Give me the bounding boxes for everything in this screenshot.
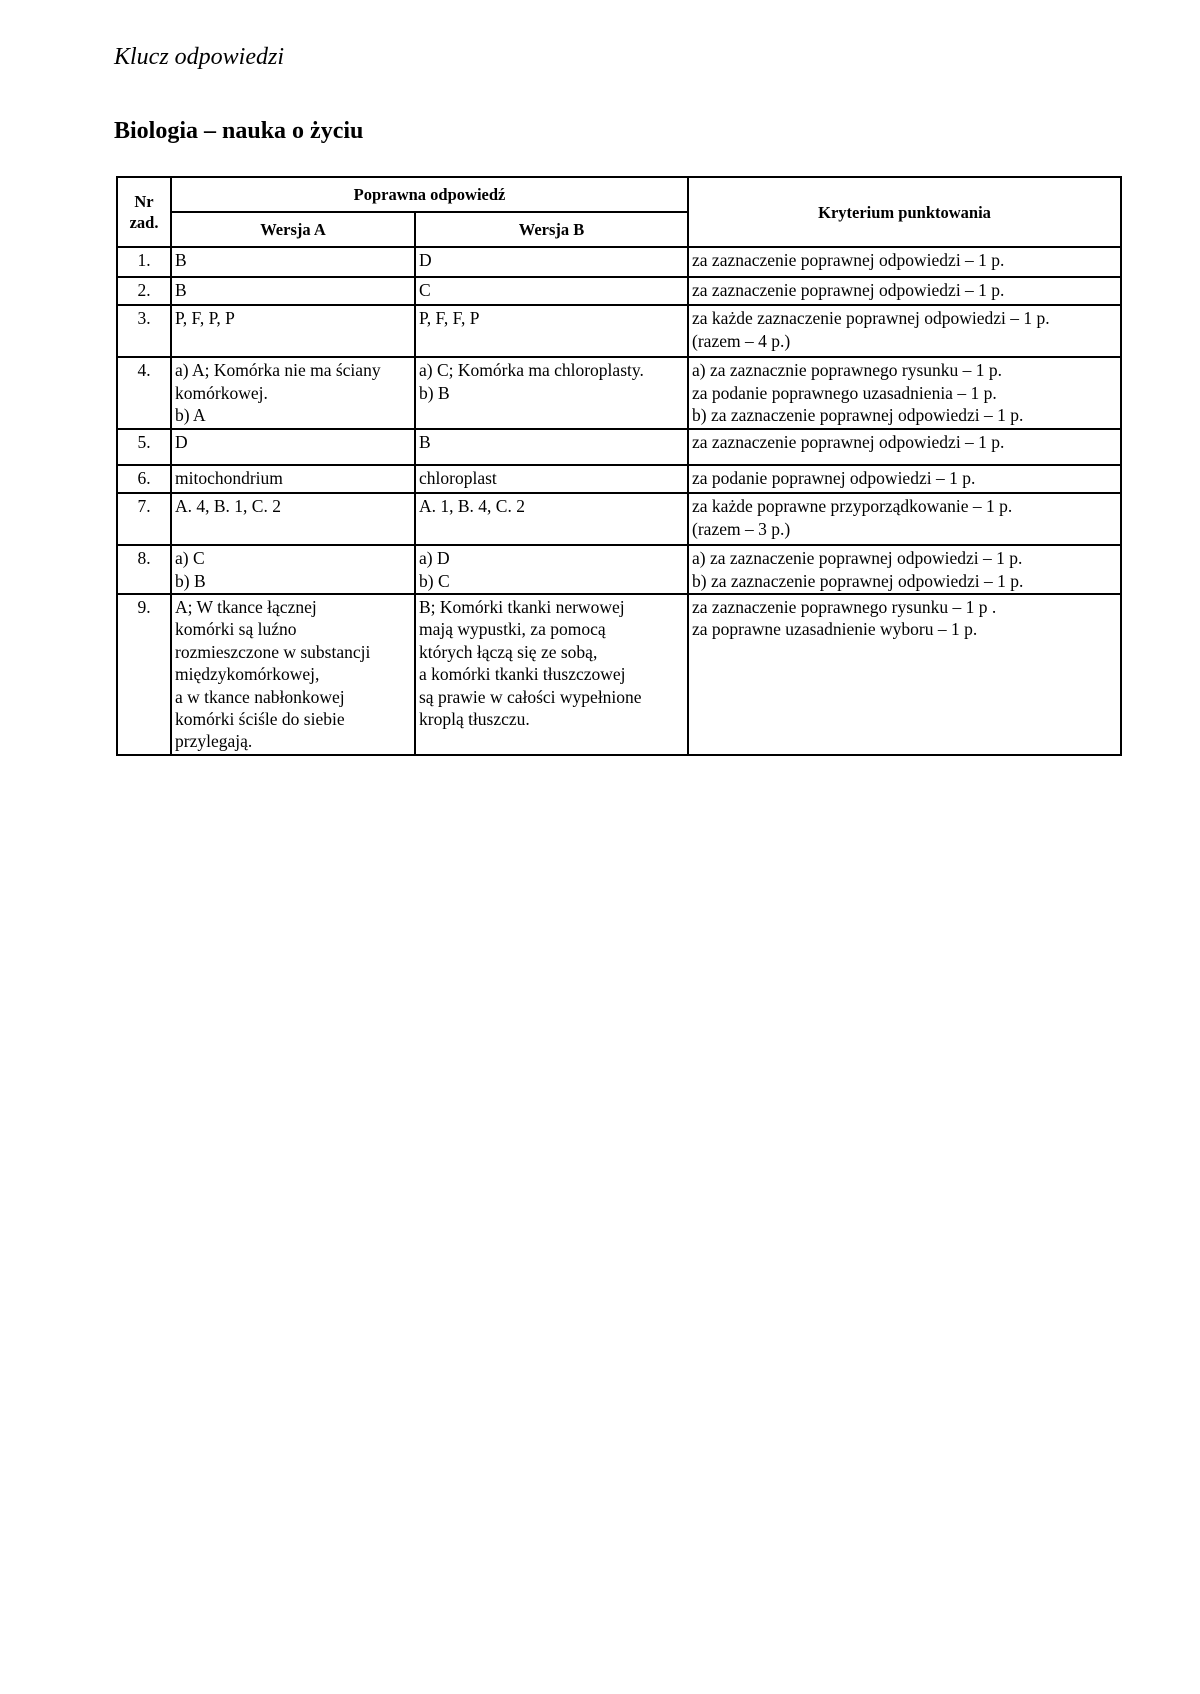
version-b-answer-cell bbox=[415, 594, 688, 755]
criterion-line: za podanie poprawnego uzasadnienia – 1 p. bbox=[692, 382, 997, 403]
version-a-answer-line: P, F, P, P bbox=[175, 308, 235, 329]
version-b-answer-line: kroplą tłuszczu. bbox=[419, 708, 530, 729]
version-b-answer-line: P, F, F, P bbox=[419, 308, 480, 329]
task-number-cell: 9. bbox=[117, 594, 171, 755]
criterion-line: za zaznaczenie poprawnej odpowiedzi – 1 p. bbox=[692, 432, 1005, 453]
criterion-cell bbox=[688, 277, 1121, 305]
version-b-answer-cell bbox=[415, 493, 688, 545]
header-version-b: Wersja B bbox=[415, 212, 688, 247]
version-b-answer-cell bbox=[415, 429, 688, 465]
criterion-cell bbox=[688, 465, 1121, 493]
version-b-answer-line: a) C; Komórka ma chloroplasty. bbox=[419, 360, 644, 381]
table-row bbox=[117, 465, 1121, 493]
document-header-label: Klucz odpowiedzi bbox=[114, 44, 285, 70]
criterion-cell bbox=[688, 305, 1121, 357]
criterion-cell bbox=[688, 493, 1121, 545]
version-a-answer-line: a) C bbox=[175, 548, 205, 569]
version-b-answer-line: C bbox=[419, 280, 431, 301]
table-row bbox=[117, 305, 1121, 357]
header-version-a: Wersja A bbox=[171, 212, 415, 247]
answer-key-table bbox=[116, 176, 1122, 756]
criterion-line: za poprawne uzasadnienie wyboru – 1 p. bbox=[692, 619, 978, 640]
header-task-number-line: Nr bbox=[134, 192, 154, 211]
table-row bbox=[117, 545, 1121, 594]
version-a-answer-cell bbox=[171, 247, 415, 277]
version-b-answer-cell bbox=[415, 277, 688, 305]
criterion-line: a) za zaznaczenie poprawnej odpowiedzi – 1 p. bbox=[692, 548, 1023, 569]
version-b-answer-line: B; Komórki tkanki nerwowej bbox=[419, 597, 625, 617]
task-number-cell: 2. bbox=[117, 277, 171, 305]
version-a-answer-cell bbox=[171, 277, 415, 305]
criterion-line: b) za zaznaczenie poprawnej odpowiedzi – 1 p. bbox=[692, 405, 1024, 425]
task-number-cell: 5. bbox=[117, 429, 171, 465]
table-row bbox=[117, 429, 1121, 465]
criterion-line: za zaznaczenie poprawnej odpowiedzi – 1 p. bbox=[692, 280, 1005, 301]
version-b-answer-line: a) D bbox=[419, 548, 450, 569]
version-a-answer-line: A; W tkance łącznej bbox=[175, 597, 317, 617]
table-row bbox=[117, 247, 1121, 277]
header-task-number-line: zad. bbox=[129, 213, 159, 233]
criterion-cell bbox=[688, 429, 1121, 465]
task-number-cell: 6. bbox=[117, 465, 171, 493]
version-b-answer-line: mają wypustki, za pomocą bbox=[419, 619, 606, 640]
table-row bbox=[117, 594, 1121, 755]
criterion-line: za podanie poprawnej odpowiedzi – 1 p. bbox=[692, 468, 976, 489]
version-a-answer-line: mitochondrium bbox=[175, 468, 283, 489]
criterion-cell bbox=[688, 594, 1121, 755]
table-row bbox=[117, 277, 1121, 305]
version-a-answer-line: b) A bbox=[175, 405, 206, 425]
criterion-cell bbox=[688, 247, 1121, 277]
version-a-answer-line: komórki ściśle do siebie bbox=[175, 708, 345, 729]
task-number-cell: 4. bbox=[117, 357, 171, 429]
version-a-answer-cell bbox=[171, 305, 415, 357]
criterion-line: (razem – 4 p.) bbox=[692, 330, 791, 351]
version-b-answer-cell bbox=[415, 247, 688, 277]
version-b-answer-line: są prawie w całości wypełnione bbox=[419, 686, 642, 707]
version-b-answer-line: a komórki tkanki tłuszczowej bbox=[419, 664, 626, 685]
header-criterion: Kryterium punktowania bbox=[688, 177, 1121, 247]
version-a-answer-line: D bbox=[175, 432, 188, 453]
version-b-answer-cell bbox=[415, 357, 688, 429]
version-b-answer-line: których łączą się ze sobą, bbox=[419, 641, 598, 662]
version-a-answer-cell bbox=[171, 594, 415, 755]
version-a-answer-cell bbox=[171, 465, 415, 493]
version-a-answer-line: a) A; Komórka nie ma ściany bbox=[175, 360, 381, 381]
task-number-cell: 7. bbox=[117, 493, 171, 545]
criterion-cell bbox=[688, 545, 1121, 594]
table-header-row bbox=[117, 177, 1121, 212]
version-a-answer-line: b) B bbox=[175, 570, 206, 591]
table-row bbox=[117, 357, 1121, 429]
version-a-answer-line: międzykomórkowej, bbox=[175, 664, 320, 685]
version-a-answer-line: B bbox=[175, 280, 187, 301]
version-b-answer-cell bbox=[415, 465, 688, 493]
version-a-answer-line: rozmieszczone w substancji bbox=[175, 641, 371, 662]
version-b-answer-line: b) C bbox=[419, 570, 450, 591]
version-b-answer-cell bbox=[415, 545, 688, 594]
criterion-line: za zaznaczenie poprawnego rysunku – 1 p . bbox=[692, 597, 997, 617]
table-row bbox=[117, 493, 1121, 545]
task-number-cell: 1. bbox=[117, 247, 171, 277]
criterion-line: za każde poprawne przyporządkowanie – 1 p. bbox=[692, 496, 1013, 517]
version-a-answer-line: komórki są luźno bbox=[175, 619, 297, 640]
version-a-answer-line: A. 4, B. 1, C. 2 bbox=[175, 496, 281, 517]
header-task-number bbox=[117, 177, 171, 247]
task-number-cell: 8. bbox=[117, 545, 171, 594]
version-b-answer-line: chloroplast bbox=[419, 468, 497, 489]
version-b-answer-line: B bbox=[419, 432, 431, 453]
version-a-answer-line: B bbox=[175, 250, 187, 271]
version-b-answer-line: D bbox=[419, 250, 432, 271]
version-a-answer-line: komórkowej. bbox=[175, 382, 268, 403]
version-a-answer-line: przylegają. bbox=[175, 731, 253, 752]
criterion-line: b) za zaznaczenie poprawnej odpowiedzi – 1 p. bbox=[692, 570, 1024, 591]
table-body bbox=[117, 247, 1121, 755]
criterion-line: za każde zaznaczenie poprawnej odpowiedzi – 1 p. bbox=[692, 308, 1050, 329]
task-number-cell: 3. bbox=[117, 305, 171, 357]
version-a-answer-cell bbox=[171, 429, 415, 465]
version-a-answer-line: a w tkance nabłonkowej bbox=[175, 686, 345, 707]
criterion-line: (razem – 3 p.) bbox=[692, 518, 791, 539]
criterion-cell bbox=[688, 357, 1121, 429]
version-b-answer-line: A. 1, B. 4, C. 2 bbox=[419, 496, 525, 517]
criterion-line: a) za zaznacznie poprawnego rysunku – 1 p. bbox=[692, 360, 1003, 381]
version-a-answer-cell bbox=[171, 545, 415, 594]
criterion-line: za zaznaczenie poprawnej odpowiedzi – 1 p. bbox=[692, 250, 1005, 271]
header-correct-answer: Poprawna odpowiedź bbox=[171, 177, 688, 212]
version-a-answer-cell bbox=[171, 493, 415, 545]
version-b-answer-line: b) B bbox=[419, 382, 450, 403]
version-b-answer-cell bbox=[415, 305, 688, 357]
version-a-answer-cell bbox=[171, 357, 415, 429]
document-title: Biologia – nauka o życiu bbox=[114, 118, 364, 144]
